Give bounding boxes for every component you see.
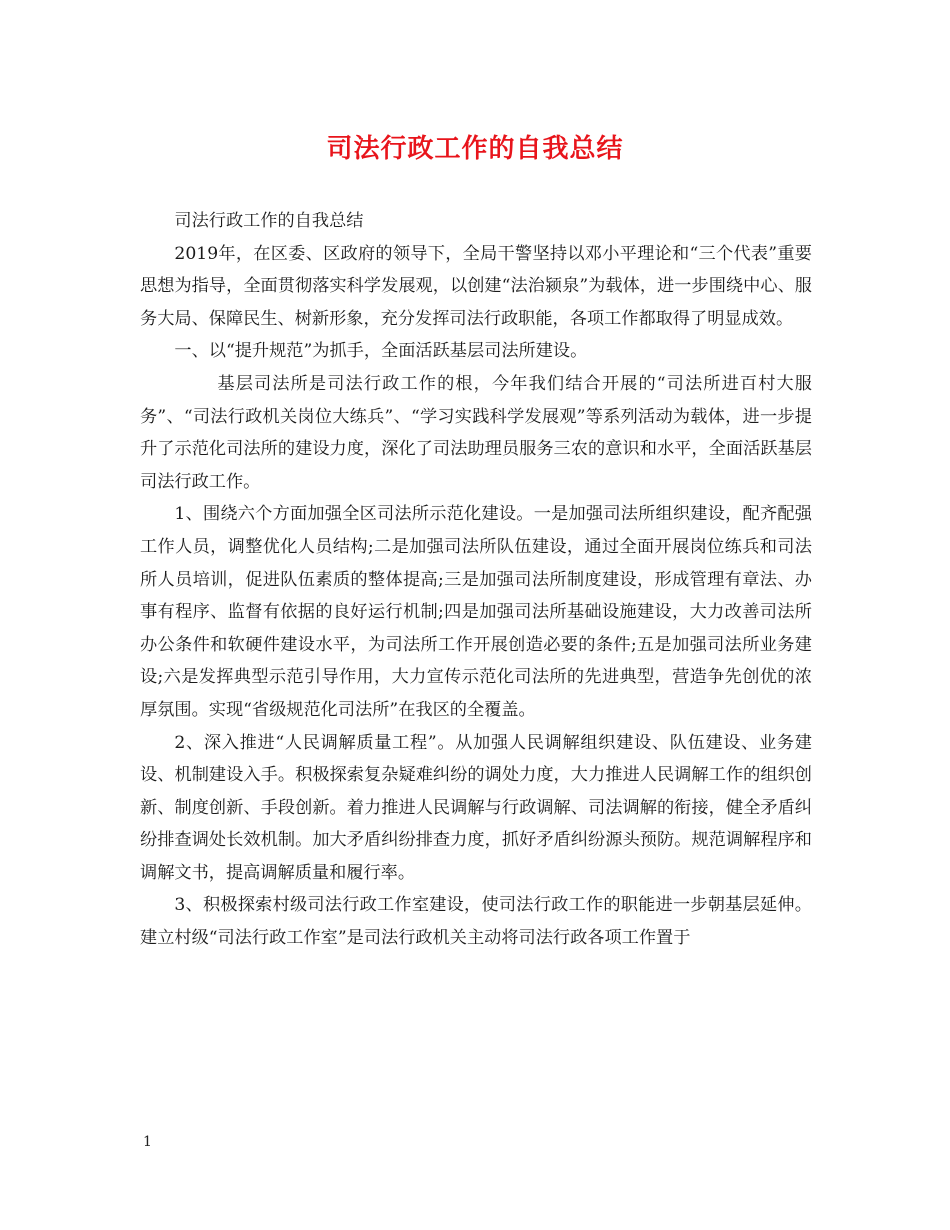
paragraph-item-2: 2、深入推进“人民调解质量工程”。从加强人民调解组织建设、队伍建设、业务建设、机制建设入手。积极探索复杂疑难纠纷的调处力度，大力推进人民调解工作的组织创新、制度创新、手段创新。着力推进人民调解与行政调解、司法调解的衔接，健全矛盾纠纷排查调处长效机制。加大矛盾纠纷排查力度，抓好矛盾纠纷源头预防。规范调解程序和调解文书，提高调解质量和履行率。 bbox=[140, 732, 812, 883]
section-heading-1: 一、以“提升规范”为抓手，全面活跃基层司法所建设。 bbox=[174, 341, 588, 362]
document-title: 司法行政工作的自我总结 bbox=[326, 134, 624, 164]
page-number: 1 bbox=[143, 1134, 152, 1150]
paragraph-item-3: 3、积极探索村级司法行政工作室建设，使司法行政工作的职能进一步朝基层延伸。建立村级“司法行政工作室”是司法行政机关主动将司法行政各项工作置于 bbox=[140, 895, 812, 949]
paragraph-section-1: 基层司法所是司法行政工作的根，今年我们结合开展的“司法所进百村大服务”、“司法行政机关岗位大练兵”、“学习实践科学发展观”等系列活动为载体，进一步提升了示范化司法所的建设力度，深化了司法助理员服务三农的意识和水平，全面活跃基层司法行政工作。 bbox=[140, 373, 812, 492]
document-body bbox=[140, 205, 812, 955]
paragraph-subtitle: 司法行政工作的自我总结 bbox=[174, 211, 364, 231]
paragraph-item-1: 1、围绕六个方面加强全区司法所示范化建设。一是加强司法所组织建设，配齐配强工作人员，调整优化人员结构;二是加强司法所队伍建设，通过全面开展岗位练兵和司法所人员培训，促进队伍素质的整体提高;三是加强司法所制度建设，形成管理有章法、办事有程序、监督有依据的良好运行机制;四是加强司法所基础设施建设，大力改善司法所办公条件和软硬件建设水平，为司法所工作开展创造必要的条件;五是加强司法所业务建设;六是发挥典型示范引导作用，大力宣传示范化司法所的先进典型，营造争先创优的浓厚氛围。实现“省级规范化司法所”在我区的全覆盖。 bbox=[140, 504, 812, 720]
paragraph-intro: 2019年，在区委、区政府的领导下，全局干警坚持以邓小平理论和“三个代表”重要思想为指导，全面贯彻落实科学发展观，以创建“法治颍泉”为载体，进一步围绕中心、服务大局、保障民生、树新形象，充分发挥司法行政职能，各项工作都取得了明显成效。 bbox=[140, 243, 812, 329]
